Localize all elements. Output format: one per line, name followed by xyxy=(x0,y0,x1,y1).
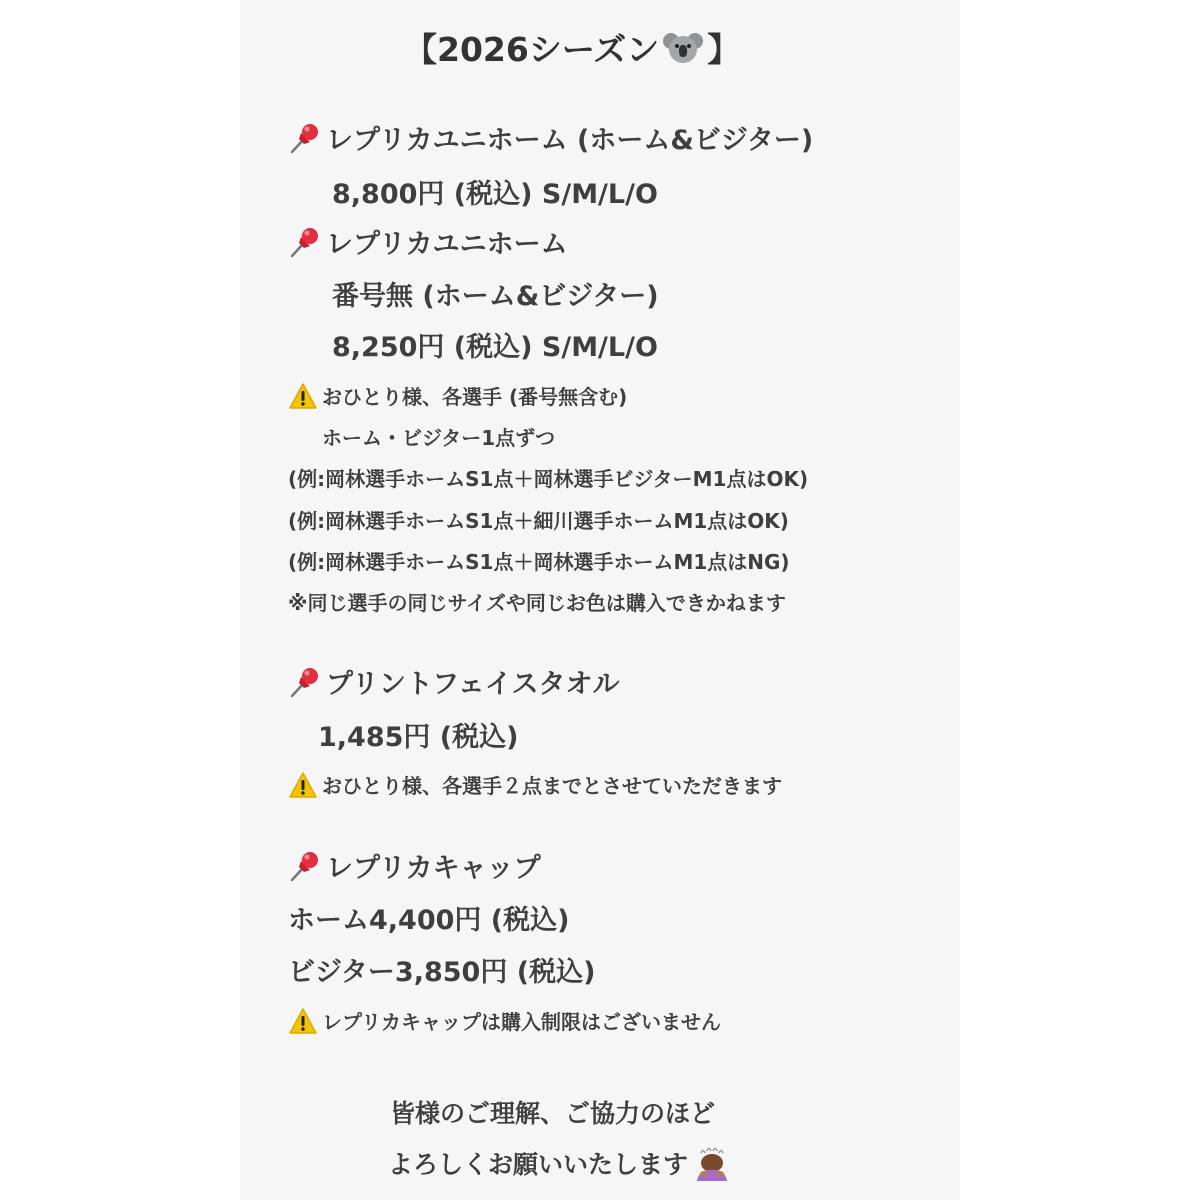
warning-icon xyxy=(288,771,318,799)
pushpin-icon xyxy=(288,849,322,883)
uniform-plain-heading-row xyxy=(288,222,568,261)
koala-icon xyxy=(663,31,703,65)
uniform-example-1: (例:岡林選手ホームS1点＋岡林選手ビジターM1点はOK) xyxy=(288,467,809,491)
uniform-numbered-heading-row xyxy=(288,118,813,157)
pushpin-icon xyxy=(288,225,322,259)
cap-note: レプリカキャップは購入制限はございません xyxy=(322,1010,721,1034)
closing-line-2-row xyxy=(388,1143,736,1183)
towel-note-row xyxy=(288,770,782,799)
warning-icon xyxy=(288,1007,318,1035)
towel-price: 1,485円 (税込) xyxy=(318,722,519,753)
title-open-bracket: 【 xyxy=(404,30,437,69)
warning-icon xyxy=(288,382,318,410)
cap-heading-row xyxy=(288,846,541,885)
cap-note-row xyxy=(288,1006,721,1035)
page-title xyxy=(404,24,740,71)
uniform-footnote: ※同じ選手の同じサイズや同じお色は購入できかねます xyxy=(288,591,786,615)
cap-home-price: ホーム4,400円 (税込) xyxy=(288,905,570,936)
towel-heading: プリントフェイスタオル xyxy=(326,669,620,700)
uniform-plain-heading: レプリカユニホーム xyxy=(326,229,568,260)
uniform-limit-note: おひとり様、各選手 (番号無含む) xyxy=(322,385,628,409)
towel-note: おひとり様、各選手２点までとさせていただきます xyxy=(322,774,782,798)
uniform-plain-price: 8,250円 (税込) S/M/L/O xyxy=(332,332,658,363)
towel-heading-row xyxy=(288,662,620,701)
cap-visitor-price: ビジター3,850円 (税込) xyxy=(288,957,596,988)
uniform-numbered-price: 8,800円 (税込) S/M/L/O xyxy=(332,179,658,210)
uniform-example-2: (例:岡林選手ホームS1点＋細川選手ホームM1点はOK) xyxy=(288,509,789,533)
uniform-example-3: (例:岡林選手ホームS1点＋岡林選手ホームM1点はNG) xyxy=(288,550,790,574)
uniform-numbered-heading: レプリカユニホーム (ホーム&ビジター) xyxy=(326,125,814,156)
closing-line-1: 皆様のご理解、ご協力のほど xyxy=(390,1099,716,1128)
uniform-limit-note-line2: ホーム・ビジター1点ずつ xyxy=(322,426,556,450)
uniform-limit-note-row xyxy=(288,381,627,410)
pushpin-icon xyxy=(288,665,322,699)
title-close-bracket: 】 xyxy=(707,30,741,69)
cap-heading: レプリカキャップ xyxy=(326,853,541,884)
title-text: 2026シーズン xyxy=(437,30,660,69)
closing-line-2: よろしくお願いいたします xyxy=(388,1150,689,1179)
pushpin-icon xyxy=(288,121,322,155)
uniform-plain-subheading: 番号無 (ホーム&ビジター) xyxy=(332,281,659,312)
bowing-person-icon xyxy=(692,1143,732,1183)
